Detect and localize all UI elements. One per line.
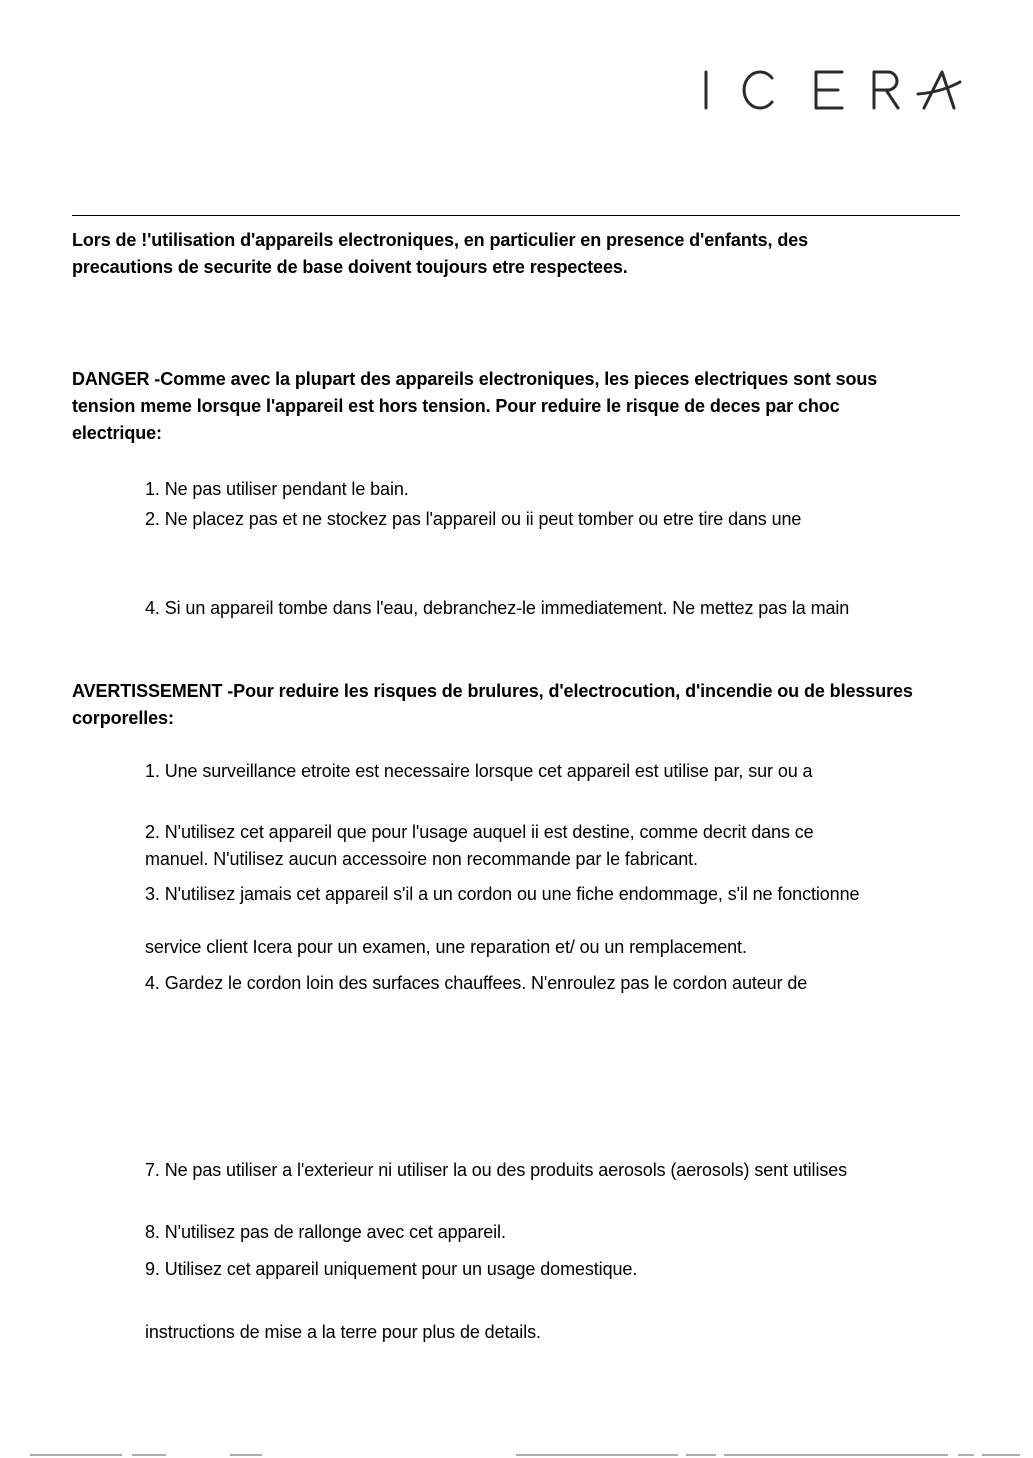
intro-line-1: Lors de !'utilisation d'appareils electroniques, en particulier en presence d'enfants, des xyxy=(72,230,809,250)
warning-item-2: 2. N'utilisez cet appareil que pour l'usage auquel ii est destine, comme decrit dans ce xyxy=(145,822,814,842)
danger-item-1: 1. Ne pas utiliser pendant le bain. xyxy=(145,479,409,499)
warning-item-7: 7. Ne pas utiliser a l'exterieur ni utiliser la ou des produits aerosols (aerosols) sent utilises xyxy=(145,1160,848,1180)
intro-line-2: precautions de securite de base doivent toujours etre respectees. xyxy=(72,257,628,277)
warning-item-2-cont: manuel. N'utilisez aucun accessoire non recommande par le fabricant. xyxy=(145,849,698,869)
warning-item-1: 1. Une surveillance etroite est necessaire lorsque cet appareil est utilise par, sur ou a xyxy=(145,761,813,781)
warning-item-3: 3. N'utilisez jamais cet appareil s'il a un cordon ou une fiche endommage, s'il ne fonctionne xyxy=(145,884,860,904)
danger-heading-line-2: tension meme lorsque l'appareil est hors tension. Pour reduire le risque de deces par choc xyxy=(72,396,840,416)
danger-heading-line-3: electrique: xyxy=(72,423,162,443)
warning-heading-line-1: AVERTISSEMENT -Pour reduire les risques de brulures, d'electrocution, d'incendie ou de blessures xyxy=(72,681,913,701)
danger-item-2: 2. Ne placez pas et ne stockez pas l'appareil ou ii peut tomber ou etre tire dans une xyxy=(145,509,802,529)
bottom-edge-artifacts xyxy=(0,1452,1033,1458)
icera-logo xyxy=(696,64,962,114)
header-divider xyxy=(72,215,960,216)
warning-item-3-cont: service client Icera pour un examen, une reparation et/ ou un remplacement. xyxy=(145,937,747,957)
warning-heading-line-2: corporelles: xyxy=(72,708,174,728)
warning-item-9: 9. Utilisez cet appareil uniquement pour un usage domestique. xyxy=(145,1259,638,1279)
warning-item-8: 8. N'utilisez pas de rallonge avec cet appareil. xyxy=(145,1222,506,1242)
danger-heading-line-1: DANGER -Comme avec la plupart des appareils electroniques, les pieces electriques sont sous xyxy=(72,369,878,389)
warning-item-4: 4. Gardez le cordon loin des surfaces chauffees. N'enroulez pas le cordon auteur de xyxy=(145,973,808,993)
danger-item-4: 4. Si un appareil tombe dans l'eau, debranchez-le immediatement. Ne mettez pas la main xyxy=(145,598,850,618)
warning-item-10-cont: instructions de mise a la terre pour plus de details. xyxy=(145,1322,541,1342)
